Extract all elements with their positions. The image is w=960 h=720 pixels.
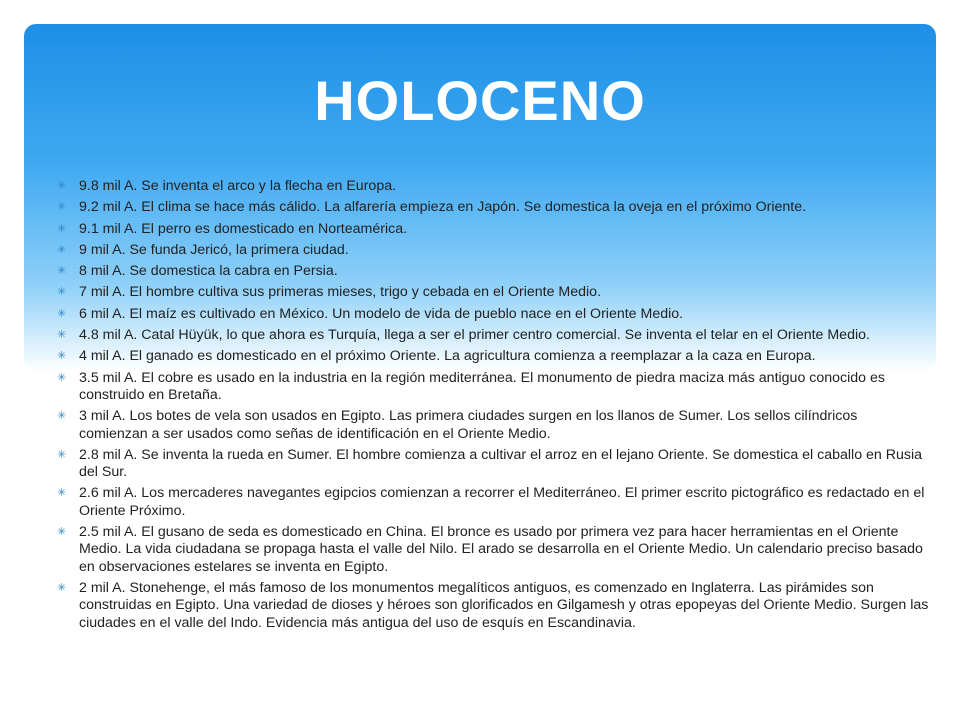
list-item [57,485,929,520]
list-item [57,199,929,216]
asterisk-bullet-icon: ✳ [57,243,67,256]
list-item [57,284,929,301]
asterisk-bullet-icon: ✳ [57,265,67,278]
list-item [57,178,929,195]
bullet-text: 6 mil A. El maíz es cultivado en México. Un modelo de vida de pueblo nace en el Oriente Medio. [79,305,684,322]
asterisk-bullet-icon: ✳ [57,286,67,299]
list-item [57,242,929,259]
slide-title: HOLOCENO [314,69,646,132]
list-item [57,306,929,323]
list-item [57,327,929,344]
bullet-text: 7 mil A. El hombre cultiva sus primeras mieses, trigo y cebada en el Oriente Medio. [79,284,602,301]
asterisk-bullet-icon: ✳ [57,410,67,423]
bullet-text: 2.5 mil A. El gusano de seda es domesticado en China. El bronce es usado por primera vez para hacer herramientas en el Oriente Medio. La vida ciudadana se propaga hasta el valle del Nilo. El arado se desarrolla en el Oriente Medio. Un calendario preciso basado en observaciones estelares se inventa en Egipto. [79,524,923,575]
asterisk-bullet-icon: ✳ [57,448,67,461]
asterisk-bullet-icon: ✳ [57,180,67,192]
bullet-text: 4 mil A. El ganado es domesticado en el próximo Oriente. La agricultura comienza a reemplazar a la caza en Europa. [79,348,816,365]
bullet-text: 4.8 mil A. Catal Hüyük, lo que ahora es Turquía, llega a ser el primer centro comercial. Se inventa el telar en el Oriente Medio. [79,327,870,344]
list-item [57,447,929,482]
asterisk-bullet-icon: ✳ [57,526,67,539]
list-item [57,408,929,443]
asterisk-bullet-icon: ✳ [57,307,67,320]
asterisk-bullet-icon: ✳ [57,201,67,214]
asterisk-bullet-icon: ✳ [57,487,67,500]
list-item [57,263,929,280]
asterisk-bullet-icon: ✳ [57,222,67,235]
asterisk-bullet-icon: ✳ [57,329,67,342]
list-item [57,580,929,632]
list-item [57,348,929,365]
asterisk-bullet-icon: ✳ [57,350,67,363]
list-item [57,221,929,238]
list-item [57,524,929,576]
bullet-text: 9.1 mil A. El perro es domesticado en Norteamérica. [79,220,408,237]
bullet-list [57,178,929,636]
bullet-text: 3.5 mil A. El cobre es usado en la industria en la región mediterránea. El monumento de piedra maciza más antiguo conocido es construido en Bretaña. [79,369,885,403]
asterisk-bullet-icon: ✳ [57,371,67,384]
list-item [57,370,929,405]
bullet-text: 2.6 mil A. Los mercaderes navegantes egipcios comienzan a recorrer el Mediterráneo. El primer escrito pictográfico es redactado en el Oriente Próximo. [79,485,925,519]
bullet-text: 9.2 mil A. El clima se hace más cálido. La alfarería empieza en Japón. Se domestica la oveja en el próximo Oriente. [79,199,807,216]
bullet-text: 2.8 mil A. Se inventa la rueda en Sumer. El hombre comienza a cultivar el arroz en el lejano Oriente. Se domestica el caballo en Rusia del Sur. [79,446,923,481]
asterisk-bullet-icon: ✳ [57,581,67,594]
bullet-text: 9 mil A. Se funda Jericó, la primera ciudad. [79,241,349,258]
bullet-text: 3 mil A. Los botes de vela son usados en Egipto. Las primera ciudades surgen en los llanos de Sumer. Los sellos cilíndricos comienzan a ser usados como señas de identificación en el Oriente Medio. [79,408,858,442]
bullet-text: 2 mil A. Stonehenge, el más famoso de los monumentos megalíticos antiguos, es comenzado en Inglaterra. Las pirámides son construidas en Egipto. Una variedad de dioses y héroes son glorificados en Gilgamesh y otras epopeyas del Oriente Medio. Surgen las ciudades en el valle del Indo. Evidencia más antigua del uso de esquís en Escandinavia. [79,579,929,631]
bullet-text: 8 mil A. Se domestica la cabra en Persia. [79,263,338,280]
bullet-text: 9.8 mil A. Se inventa el arco y la flecha en Europa. [79,178,397,194]
